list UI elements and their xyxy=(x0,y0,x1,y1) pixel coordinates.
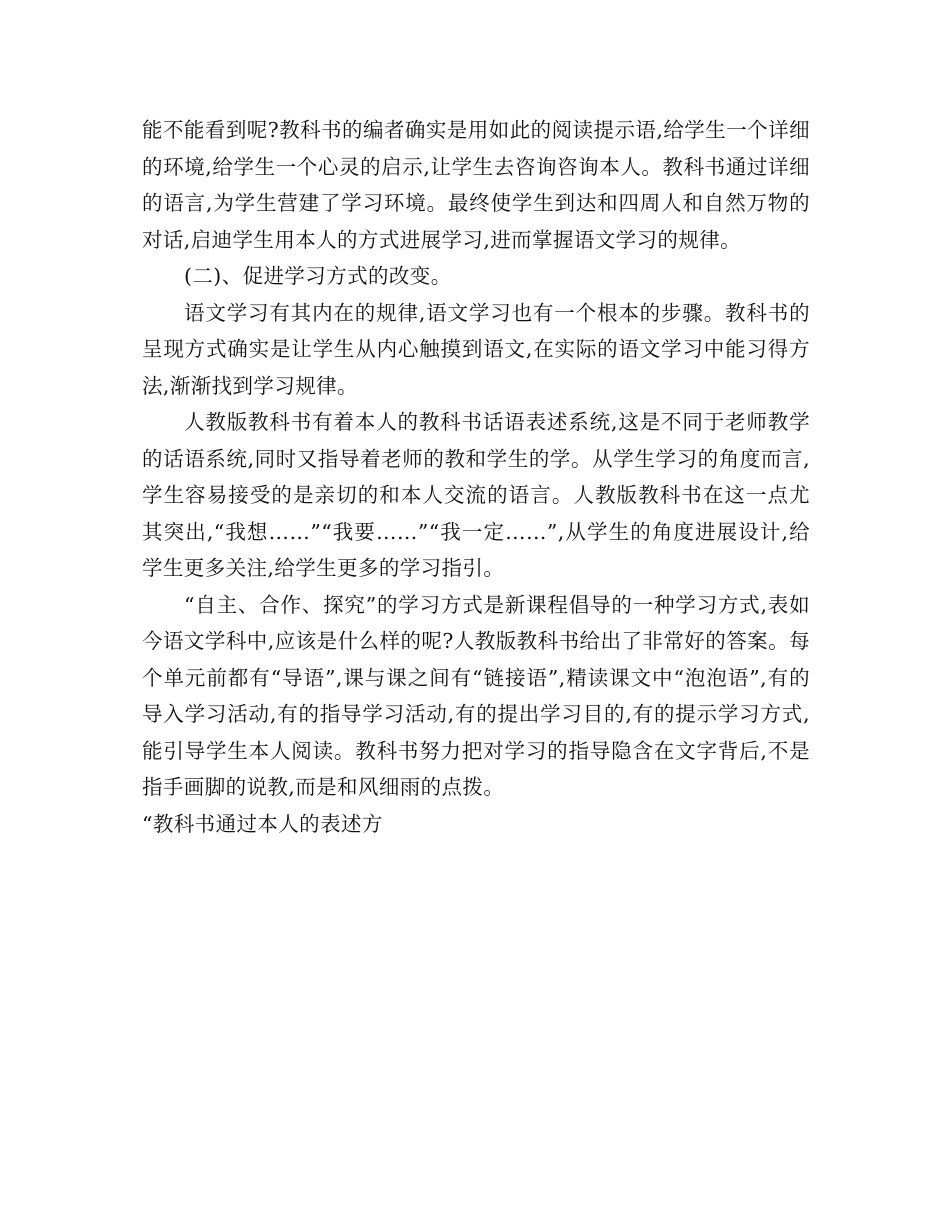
document-body xyxy=(142,112,810,842)
paragraph: 人教版教科书有着本人的教科书话语表述系统,这是不同于老师教学的话语系统,同时又指导着老师的教和学生的学。从学生学习的角度而言,学生容易接受的是亲切的和本人交流的语言。人教版教科书在这一点尤其突出,“我想……”“我要……”“我一定……”,从学生的角度进展设计,给学生更多关注,给学生更多的学习指引。 xyxy=(142,410,810,580)
section-heading: (二)、促进学习方式的改变。 xyxy=(184,264,452,288)
paragraph-fragment: “教科书通过本人的表述方 xyxy=(142,811,383,836)
paragraph-continuation: 能不能看到呢?教科书的编者确实是用如此的阅读提示语,给学生一个详细的环境,给学生一个心灵的启示,让学生去咨询咨询本人。教科书通过详细的语言,为学生营建了学习环境。最终使学生到达和四周人和自然万物的对话,启迪学生用本人的方式进展学习,进而掌握语文学习的规律。 xyxy=(142,118,810,252)
paragraph: “自主、合作、探究”的学习方式是新课程倡导的一种学习方式,表如今语文学科中,应该是什么样的呢?人教版教科书给出了非常好的答案。每个单元前都有“导语”,课与课之间有“链接语”,精读课文中“泡泡语”,有的导入学习活动,有的指导学习活动,有的提出学习目的,有的提示学习方式,能引导学生本人阅读。教科书努力把对学习的指导隐含在文字背后,不是指手画脚的说教,而是和风细雨的点拨。 xyxy=(142,592,810,799)
paragraph: 语文学习有其内在的规律,语文学习也有一个根本的步骤。教科书的呈现方式确实是让学生从内心触摸到语文,在实际的语文学习中能习得方法,渐渐找到学习规律。 xyxy=(142,300,810,398)
